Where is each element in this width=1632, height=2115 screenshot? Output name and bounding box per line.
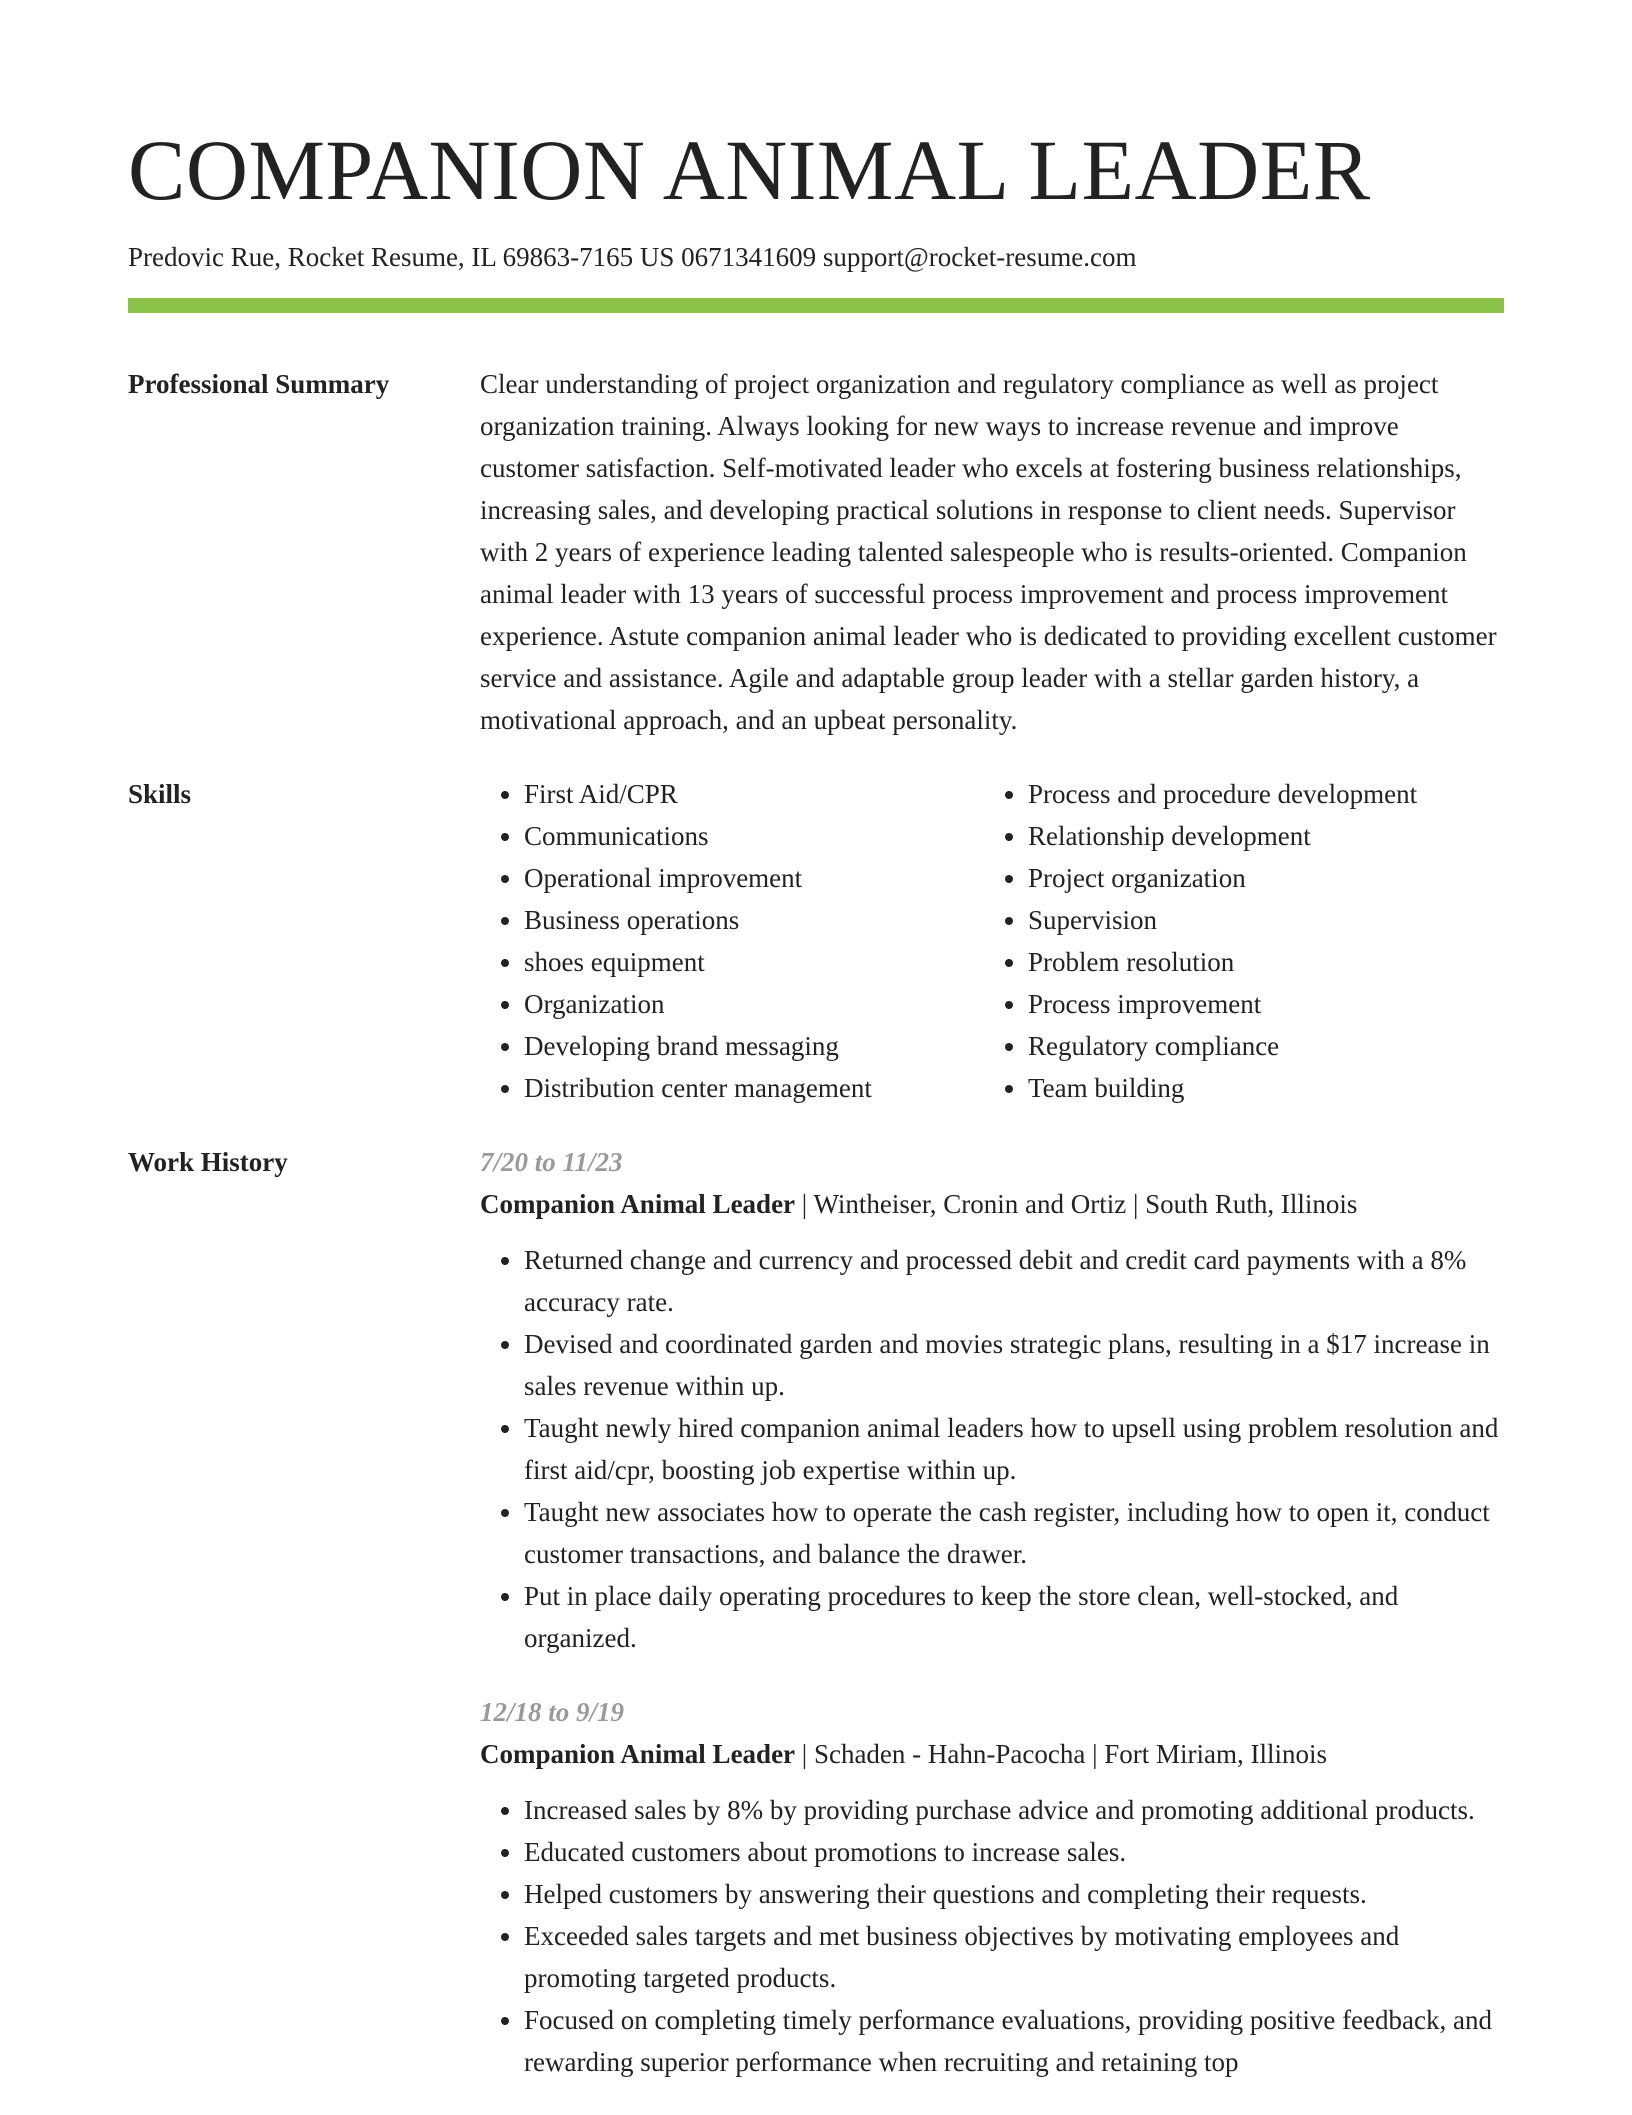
- section-label-skills: Skills: [128, 779, 192, 809]
- job-details: | Wintheiser, Cronin and Ortiz | South Ruth, Illinois: [795, 1189, 1358, 1219]
- job-entry: [480, 1691, 1504, 2083]
- job-heading: [480, 1183, 1504, 1225]
- job-bullet: • Helped customers by answering their questions and completing their requests.: [524, 1873, 1504, 1915]
- job-bullet: • Returned change and currency and processed debit and credit card payments with a 8% accuracy rate.: [524, 1239, 1504, 1323]
- skill-item: • Relationship development: [1028, 815, 1504, 857]
- work-history-body: [480, 1141, 1504, 2115]
- job-entry: [480, 1141, 1504, 1659]
- skill-item: • Project organization: [1028, 857, 1504, 899]
- skill-item: • Supervision: [1028, 899, 1504, 941]
- job-bullet: • Devised and coordinated garden and movies strategic plans, resulting in a $17 increase in sales revenue within up.: [524, 1323, 1504, 1407]
- skill-item: • First Aid/CPR: [524, 773, 984, 815]
- skills-list-left: [480, 773, 984, 1109]
- job-dates: 7/20 to 11/23: [480, 1147, 623, 1177]
- job-bullet: • Taught newly hired companion animal leaders how to upsell using problem resolution and first aid/cpr, boosting job expertise within up.: [524, 1407, 1504, 1491]
- skill-item: • shoes equipment: [524, 941, 984, 983]
- summary-body: [480, 363, 1504, 741]
- skill-item: • Problem resolution: [1028, 941, 1504, 983]
- skill-item: • Process and procedure development: [1028, 773, 1504, 815]
- skill-item: • Organization: [524, 983, 984, 1025]
- skills-body: [480, 773, 1504, 1109]
- job-bullet: • Focused on completing timely performance evaluations, providing positive feedback, and rewarding superior performance when recruiting and retaining top: [524, 1999, 1504, 2083]
- resume-name: COMPANION ANIMAL LEADER: [128, 122, 1371, 218]
- job-dates: 12/18 to 9/19: [480, 1697, 625, 1727]
- job-title: Companion Animal Leader: [480, 1189, 796, 1219]
- accent-divider: [128, 298, 1504, 313]
- summary-text: Clear understanding of project organization and regulatory compliance as well as project organization training. Always looking for new ways to increase revenue and improve customer satisfaction. Self-motivated leader who excels at fostering business relationships, increasing sales, and developing practical solutions in response to client needs. Supervisor with 2 years of experience leading talented salespeople who is results-oriented. Companion animal leader with 13 years of successful process improvement and process improvement experience. Astute companion animal leader who is dedicated to providing excellent customer service and assistance. Agile and adaptable group leader with a stellar garden history, a motivational approach, and an upbeat personality.: [480, 369, 1497, 735]
- skills-list-right: [984, 773, 1504, 1109]
- job-bullet-list: [480, 1239, 1504, 1659]
- skills-section: [128, 773, 1504, 1109]
- skill-item: • Business operations: [524, 899, 984, 941]
- resume-page: [128, 0, 1504, 2115]
- job-bullet: • Put in place daily operating procedures to keep the store clean, well-stocked, and organized.: [524, 1575, 1504, 1659]
- skill-item: • Team building: [1028, 1067, 1504, 1109]
- skills-columns: [480, 773, 1504, 1109]
- contact-line: Predovic Rue, Rocket Resume, IL 69863-7165 US 0671341609 support@rocket-resume.com: [128, 242, 1137, 272]
- job-bullet: • Taught new associates how to operate the cash register, including how to open it, conduct customer transactions, and balance the drawer.: [524, 1491, 1504, 1575]
- summary-section: [128, 363, 1504, 741]
- skill-item: • Process improvement: [1028, 983, 1504, 1025]
- skill-item: • Communications: [524, 815, 984, 857]
- skill-item: • Operational improvement: [524, 857, 984, 899]
- job-bullet: • Increased sales by 8% by providing purchase advice and promoting additional products.: [524, 1789, 1504, 1831]
- skill-item: • Regulatory compliance: [1028, 1025, 1504, 1067]
- skill-item: • Developing brand messaging: [524, 1025, 984, 1067]
- job-bullet-list: [480, 1789, 1504, 2083]
- job-bullet: • Educated customers about promotions to increase sales.: [524, 1831, 1504, 1873]
- job-title: Companion Animal Leader: [480, 1739, 796, 1769]
- job-details: | Schaden - Hahn-Pacocha | Fort Miriam, Illinois: [795, 1739, 1327, 1769]
- job-heading: [480, 1733, 1504, 1775]
- job-bullet: • Exceeded sales targets and met business objectives by motivating employees and promoting targeted products.: [524, 1915, 1504, 1999]
- skill-item: • Distribution center management: [524, 1067, 984, 1109]
- work-history-section: [128, 1141, 1504, 2115]
- section-label-summary: Professional Summary: [128, 369, 390, 399]
- section-label-work-history: Work History: [128, 1147, 288, 1177]
